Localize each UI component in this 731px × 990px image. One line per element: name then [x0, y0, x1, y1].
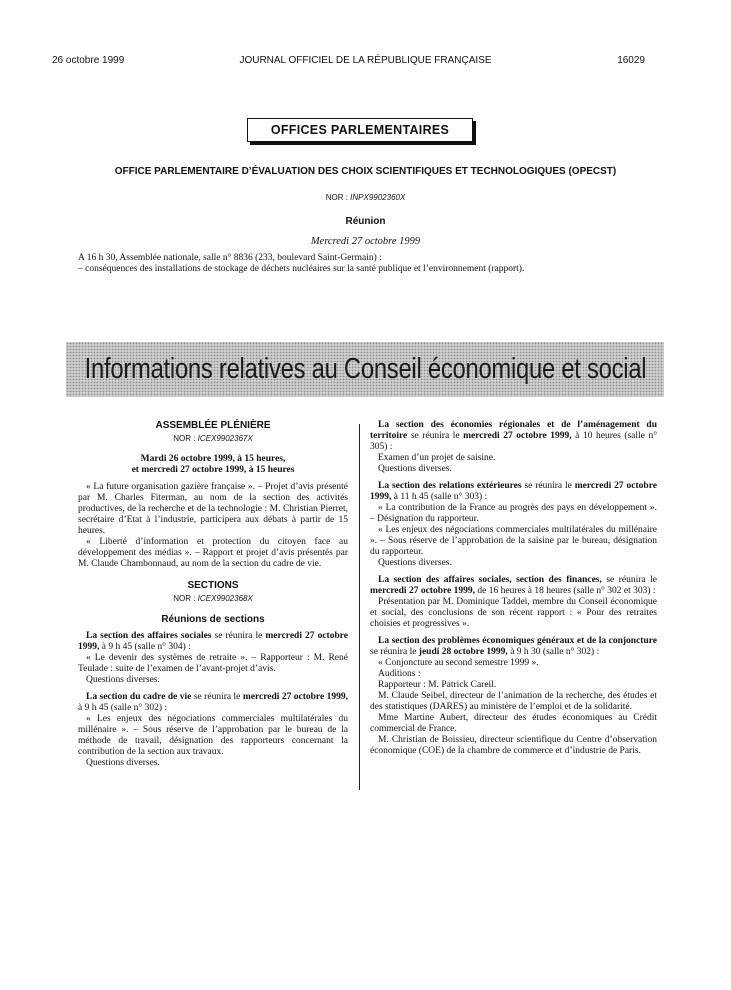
section-paragraph: « Les enjeux des négociations commerciales multilatérales du millénaire ». – Sous réserve de l’approbation par le bureau de la méthode de travail, désignation des rapporteurs concernant la contribution de la section aux travaux. [78, 714, 348, 757]
section-paragraph: Questions diverses. [378, 558, 452, 568]
section-paragraph: « La contribution de la France au progrès des pays en développement ». – Désignation du rapporteur. [370, 503, 657, 524]
assemblee-date-1: Mardi 26 octobre 1999, à 15 heures, [140, 454, 286, 464]
section-paragraph: Examen d’un projet de saisine. [378, 453, 496, 463]
section-entry: La section du cadre de vie se réunira le mercredi 27 octobre 1999, à 9 h 45 (salle n° 302) : [78, 692, 348, 713]
nor-code: ICEX9902368X [197, 594, 253, 603]
nor-code: INPX9902360X [350, 193, 406, 202]
section-paragraph: « Les enjeux des négociations commerciales multilatérales du millénaire ». – Sous réserve de l’approbation de la saisine par le bureau, désignation du rapporteur. [370, 525, 657, 557]
right-column [370, 420, 657, 757]
sections-nor [78, 593, 348, 604]
header-page-number: 16029 [617, 55, 645, 66]
opecst-body [78, 253, 658, 275]
header-date: 26 octobre 1999 [52, 55, 125, 66]
opecst-date: Mercredi 27 octobre 1999 [310, 236, 421, 247]
assemblee-paragraph: « Liberté d’information et protection du citoyen face au développement des médias ». – Rapport et projet d’avis présentés par M. Claude Chambonnaud, au nom de la section du cadre de vie. [78, 537, 348, 569]
nor-label: NOR : [325, 193, 348, 202]
section-paragraph: Questions diverses. [86, 758, 160, 768]
section-paragraph: Présentation par M. Dominique Taddei, membre du Conseil économique et social, des conclusions de son récent rapport : « Pour des retraites choisies et progressives ». [370, 597, 657, 629]
section-paragraph: « Conjoncture au second semestre 1999 ». [378, 658, 539, 668]
section-paragraph: Rapporteur : M. Patrick Careil. [378, 680, 497, 690]
nor-label: NOR : [173, 594, 196, 603]
section-paragraph: Mme Martine Aubert, directeur des études économiques au Crédit commercial de France. [370, 713, 657, 734]
section-heading-box [247, 118, 473, 142]
opecst-title: OFFICE PARLEMENTAIRE D’ÉVALUATION DES CHOIX SCIENTIFIQUES ET TECHNOLOGIQUES (OPECST) [114, 166, 617, 177]
section-entry: La section des affaires sociales, section des finances, se réunira le mercredi 27 octobre 1999, de 16 heures à 18 heures (salle n° 302 et 303) : [370, 575, 657, 596]
nor-label: NOR : [173, 434, 196, 443]
sections-title: SECTIONS [187, 580, 239, 591]
ces-banner [66, 342, 664, 397]
section-entry: La section des économies régionales et de l’aménagement du territoire se réunira le mercredi 27 octobre 1999, à 10 heures (salle n° 305) : [370, 420, 657, 452]
column-divider [359, 424, 360, 790]
ces-banner-text: Informations relatives au Conseil économique et social [84, 353, 646, 385]
section-entry: La section des problèmes économiques généraux et de la conjoncture se réunira le jeudi 28 octobre 1999, à 9 h 30 (salle n° 302) : [370, 636, 657, 657]
opecst-line: – conséquences des installations de stockage de déchets nucléaires sur la santé publique et l’environnement (rapport). [78, 264, 525, 274]
assemblee-title: ASSEMBLÉE PLÉNIÈRE [155, 420, 271, 431]
section-paragraph: M. Claude Seibel, directeur de l’animation de la recherche, des études et des statistiques (DARES) au ministère de l’emploi et de la solidarité. [370, 691, 657, 712]
nor-code: ICEX9902367X [197, 434, 253, 443]
section-paragraph: Questions diverses. [378, 464, 452, 474]
opecst-line: A 16 h 30, Assemblée nationale, salle n° 8836 (233, boulevard Saint-Germain) : [78, 253, 382, 263]
section-paragraph: « Le devenir des systèmes de retraite ». – Rapporteur : M. René Teulade : suite de l’examen de l’avant-projet d’avis. [78, 653, 348, 674]
assemblee-paragraph: « La future organisation gazière française ». – Projet d’avis présenté par M. Charles Fiterman, au nom de la section des activités productives, de la recherche et de la technologie : M. Christian Pierret, secrétaire d’Etat à l’industrie, participera aux débats à partir de 15 heures. [78, 482, 348, 536]
section-paragraph: Auditions : [378, 669, 421, 679]
section-paragraph: Questions diverses. [86, 675, 160, 685]
left-column [78, 420, 348, 769]
assemblee-date-2: et mercredi 27 octobre 1999, à 15 heures [131, 465, 295, 475]
section-entry: La section des affaires sociales se réunira le mercredi 27 octobre 1999, à 9 h 45 (salle n° 304) : [78, 631, 348, 652]
section-entry: La section des relations extérieures se réunira le mercredi 27 octobre 1999, à 11 h 45 (salle n° 303) : [370, 481, 657, 502]
assemblee-nor [78, 433, 348, 444]
opecst-nor [0, 193, 731, 202]
reunions-title: Réunions de sections [161, 614, 265, 625]
header-journal-title: JOURNAL OFFICIEL DE LA RÉPUBLIQUE FRANÇAISE [239, 55, 492, 66]
opecst-reunion-heading: Réunion [345, 216, 386, 227]
section-heading-text: OFFICES PARLEMENTAIRES [270, 123, 450, 137]
section-paragraph: M. Christian de Boissieu, directeur scientifique du Centre d’observation économique (COE) de la chambre de commerce et d’industrie de Paris. [370, 735, 657, 756]
